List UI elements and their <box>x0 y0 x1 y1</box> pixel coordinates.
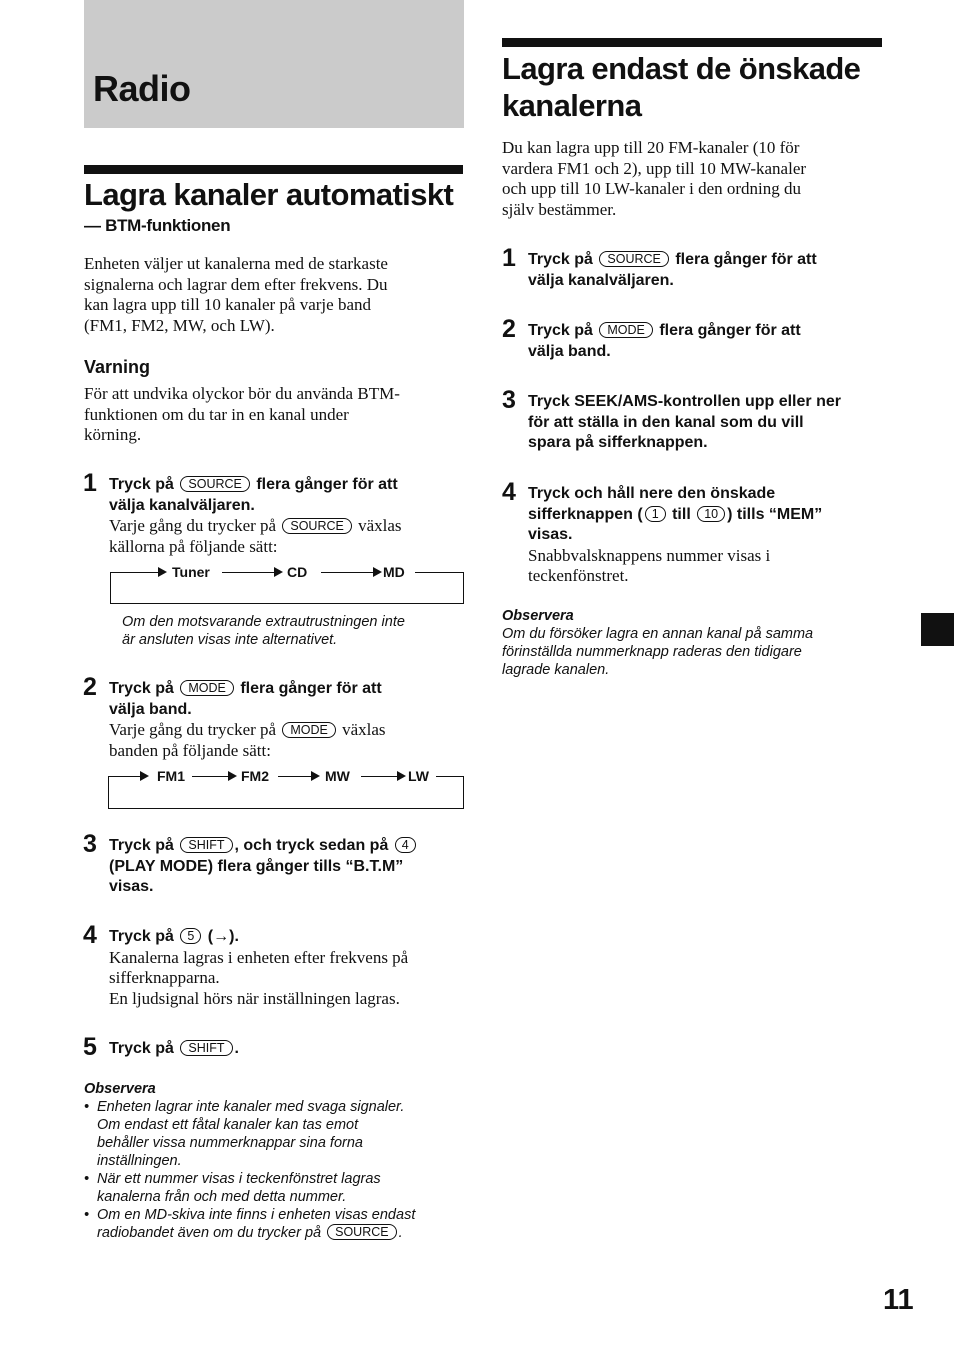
arrow-icon <box>397 771 406 781</box>
step-instruction <box>109 836 469 857</box>
step-instruction <box>528 250 888 271</box>
section-title-auto: Lagra kanaler automatiskt <box>84 177 454 212</box>
step-instruction-line: välja kanalväljaren. <box>109 496 255 514</box>
note-line: förinställda nummerknapp raderas den tidigare <box>502 644 802 660</box>
step-body-line: Snabbvalsknappens nummer visas i <box>528 545 771 565</box>
step-instruction <box>109 679 469 700</box>
section-rule <box>84 165 463 174</box>
flow-label: MW <box>325 768 350 784</box>
step-2-auto <box>109 679 469 761</box>
step-body <box>109 720 469 741</box>
step-body-line: Kanalerna lagras i enheten efter frekvens på <box>109 947 409 967</box>
arrow-icon <box>140 771 149 781</box>
step-body-line: En ljudsignal hörs när inställningen lagras. <box>109 988 400 1008</box>
text-line: Enheten väljer ut kanalerna med de starkaste <box>84 254 388 273</box>
step-5-auto <box>109 1039 239 1060</box>
text-line: (FM1, FM2, MW, och LW). <box>84 315 275 335</box>
note-line: är ansluten visas inte alternativet. <box>122 632 338 648</box>
text-span: Tryck på <box>109 476 174 493</box>
step-body-line: sifferknapparna. <box>109 968 220 987</box>
step-instruction-line: Tryck SEEK/AMS-kontrollen upp eller ner <box>528 393 841 410</box>
arrow-icon <box>158 567 167 577</box>
step-instruction-line: spara på sifferknappen. <box>528 434 708 451</box>
warning-heading: Varning <box>84 357 151 377</box>
text-line: kan lagra upp till 10 kanaler på varje band <box>84 295 371 314</box>
text-line: Du kan lagra upp till 20 FM-kanaler (10 för <box>502 138 800 157</box>
page-title: Radio <box>93 68 191 109</box>
text-span: växlas <box>342 720 386 739</box>
mode-key: MODE <box>282 722 336 738</box>
text-span: Tryck på <box>528 251 593 268</box>
number-key-4: 4 <box>395 837 416 853</box>
step-body-line: källorna på följande sätt: <box>109 536 278 556</box>
note-line: inställningen. <box>97 1153 182 1169</box>
notes-list <box>84 1098 469 1242</box>
bullet-icon: • <box>84 1099 90 1115</box>
step-number: 2 <box>83 673 97 701</box>
text-span: till <box>672 505 691 523</box>
note-line: Om endast ett fåtal kanaler kan tas emot <box>97 1117 359 1133</box>
note-item <box>84 1170 469 1206</box>
title-line: kanalerna <box>502 88 642 123</box>
warning-paragraph <box>84 384 464 446</box>
text-line: själv bestämmer. <box>502 199 617 219</box>
text-span: flera gånger för att <box>240 680 382 697</box>
step-number: 2 <box>502 315 516 343</box>
step-instruction-line: välja band. <box>528 342 611 360</box>
text-span: . <box>398 1225 403 1241</box>
notes-heading: Observera <box>84 1081 156 1097</box>
step-instruction-line: Tryck och håll nere den önskade <box>528 485 776 502</box>
source-key: SOURCE <box>599 251 668 267</box>
step-number: 3 <box>83 830 97 858</box>
text-line: signalerna och lagrar dem efter frekvens. Du <box>84 274 388 294</box>
band-flow-diagram <box>108 768 464 810</box>
note-line: När ett nummer visas i teckenfönstret lagras <box>97 1171 381 1187</box>
step-number: 3 <box>502 386 516 414</box>
step-3-manual <box>528 392 898 454</box>
flow-label: Tuner <box>172 564 210 580</box>
flow-line <box>321 572 373 573</box>
shift-key: SHIFT <box>180 837 232 853</box>
text-line: och upp till 10 LW-kanaler i den ordning du <box>502 179 802 198</box>
text-span: Tryck på <box>109 680 174 697</box>
text-line: vardera FM1 och 2), upp till 10 MW-kanaler <box>502 158 807 178</box>
flow-line <box>108 776 140 777</box>
bullet-icon: • <box>84 1171 90 1187</box>
text-span: Varje gång du trycker på <box>109 516 277 535</box>
text-span: ) tills “MEM” <box>727 505 823 523</box>
flow-line <box>415 572 463 573</box>
shift-key: SHIFT <box>180 1040 232 1056</box>
text-span: Tryck på <box>109 837 174 854</box>
text-line: För att undvika olyckor bör du använda BTM- <box>84 384 400 403</box>
source-key: SOURCE <box>282 518 351 534</box>
text-span: radiobandet även om du trycker på <box>97 1225 322 1241</box>
note-line: Om du försöker lagra en annan kanal på samma <box>502 626 814 642</box>
section-subtitle: — BTM-funktionen <box>84 216 231 235</box>
step-number: 1 <box>83 469 97 497</box>
text-span: flera gånger för att <box>675 251 817 268</box>
step-instruction <box>528 321 888 342</box>
step-1-note <box>122 613 467 649</box>
note-line <box>97 1224 469 1242</box>
page-number: 11 <box>883 1284 914 1316</box>
step-instruction-line: visas. <box>528 526 573 543</box>
text-span: sifferknappen ( <box>528 505 643 523</box>
source-key: SOURCE <box>180 476 249 492</box>
step-number: 1 <box>502 244 516 272</box>
mode-key: MODE <box>180 680 234 696</box>
step-body-line: banden på följande sätt: <box>109 740 271 760</box>
intro-paragraph <box>502 138 882 220</box>
flow-line <box>110 572 158 573</box>
intro-paragraph <box>84 254 464 336</box>
number-key-1: 1 <box>645 506 666 522</box>
title-line: Lagra endast de önskade <box>502 51 861 86</box>
arrow-icon <box>228 771 237 781</box>
step-instruction-line: välja kanalväljaren. <box>528 271 674 289</box>
note-line: Om en MD-skiva inte finns i enheten visas endast <box>97 1207 416 1223</box>
note-line: kanalerna från och med detta nummer. <box>97 1189 347 1205</box>
step-instruction-line: (PLAY MODE) flera gånger tills “B.T.M” <box>109 857 404 875</box>
flow-label: CD <box>287 564 308 580</box>
step-number: 4 <box>83 921 97 949</box>
flow-line <box>192 776 228 777</box>
text-line: funktionen om du tar in en kanal under <box>84 404 349 424</box>
flow-label: MD <box>383 564 405 580</box>
notes-paragraph <box>502 625 882 679</box>
note-line: Enheten lagrar inte kanaler med svaga signaler. <box>97 1099 405 1115</box>
step-body <box>109 516 469 537</box>
note-line: lagrade kanalen. <box>502 662 610 678</box>
step-3-auto <box>109 836 469 898</box>
step-4-auto <box>109 927 474 1009</box>
notes-heading: Observera <box>502 608 574 624</box>
flow-line <box>361 776 397 777</box>
section-title-manual <box>502 50 902 124</box>
text-span: Varje gång du trycker på <box>109 720 277 739</box>
arrow-icon <box>373 567 382 577</box>
text-span: växlas <box>358 516 402 535</box>
text-span: . <box>234 1040 239 1057</box>
number-key-5: 5 <box>180 928 201 944</box>
note-line: behåller vissa nummerknappar sina forna <box>97 1135 363 1151</box>
step-4-manual <box>528 484 898 587</box>
step-instruction-line: välja band. <box>109 700 192 718</box>
flow-line <box>436 776 463 777</box>
text-span: flera gånger för att <box>256 476 398 493</box>
flow-label: FM2 <box>241 768 269 784</box>
mode-key: MODE <box>599 322 653 338</box>
step-number: 5 <box>83 1033 97 1061</box>
step-body-line: teckenfönstret. <box>528 566 629 585</box>
arrow-icon <box>311 771 320 781</box>
source-key: SOURCE <box>327 1224 396 1240</box>
flow-line <box>222 572 274 573</box>
flow-line <box>278 776 311 777</box>
section-rule <box>502 38 882 47</box>
flow-label: FM1 <box>157 768 185 784</box>
flow-label: LW <box>408 768 429 784</box>
text-span: Tryck på <box>109 1040 174 1057</box>
arrow-icon <box>274 567 283 577</box>
step-instruction-line: för att ställa in den kanal som du vill <box>528 413 804 431</box>
bullet-icon: • <box>84 1207 90 1223</box>
number-key-10: 10 <box>697 506 725 522</box>
step-instruction <box>109 475 469 496</box>
step-instruction <box>109 927 474 948</box>
step-1-auto <box>109 475 469 557</box>
step-number: 4 <box>502 478 516 506</box>
step-instruction <box>528 505 898 526</box>
text-span: Tryck på <box>528 322 593 339</box>
text-line: körning. <box>84 425 142 444</box>
text-span: , och tryck sedan på <box>234 837 389 854</box>
section-thumb-tab <box>921 613 954 646</box>
text-span: (→). <box>207 928 239 945</box>
step-1-manual <box>528 250 888 291</box>
step-instruction-line: visas. <box>109 878 154 895</box>
step-2-manual <box>528 321 888 362</box>
note-line: Om den motsvarande extrautrustningen inte <box>122 614 405 630</box>
note-item <box>84 1098 469 1170</box>
source-flow-diagram <box>110 564 464 604</box>
text-span: Tryck på <box>109 928 174 945</box>
text-span: flera gånger för att <box>659 322 801 339</box>
note-item <box>84 1206 469 1242</box>
